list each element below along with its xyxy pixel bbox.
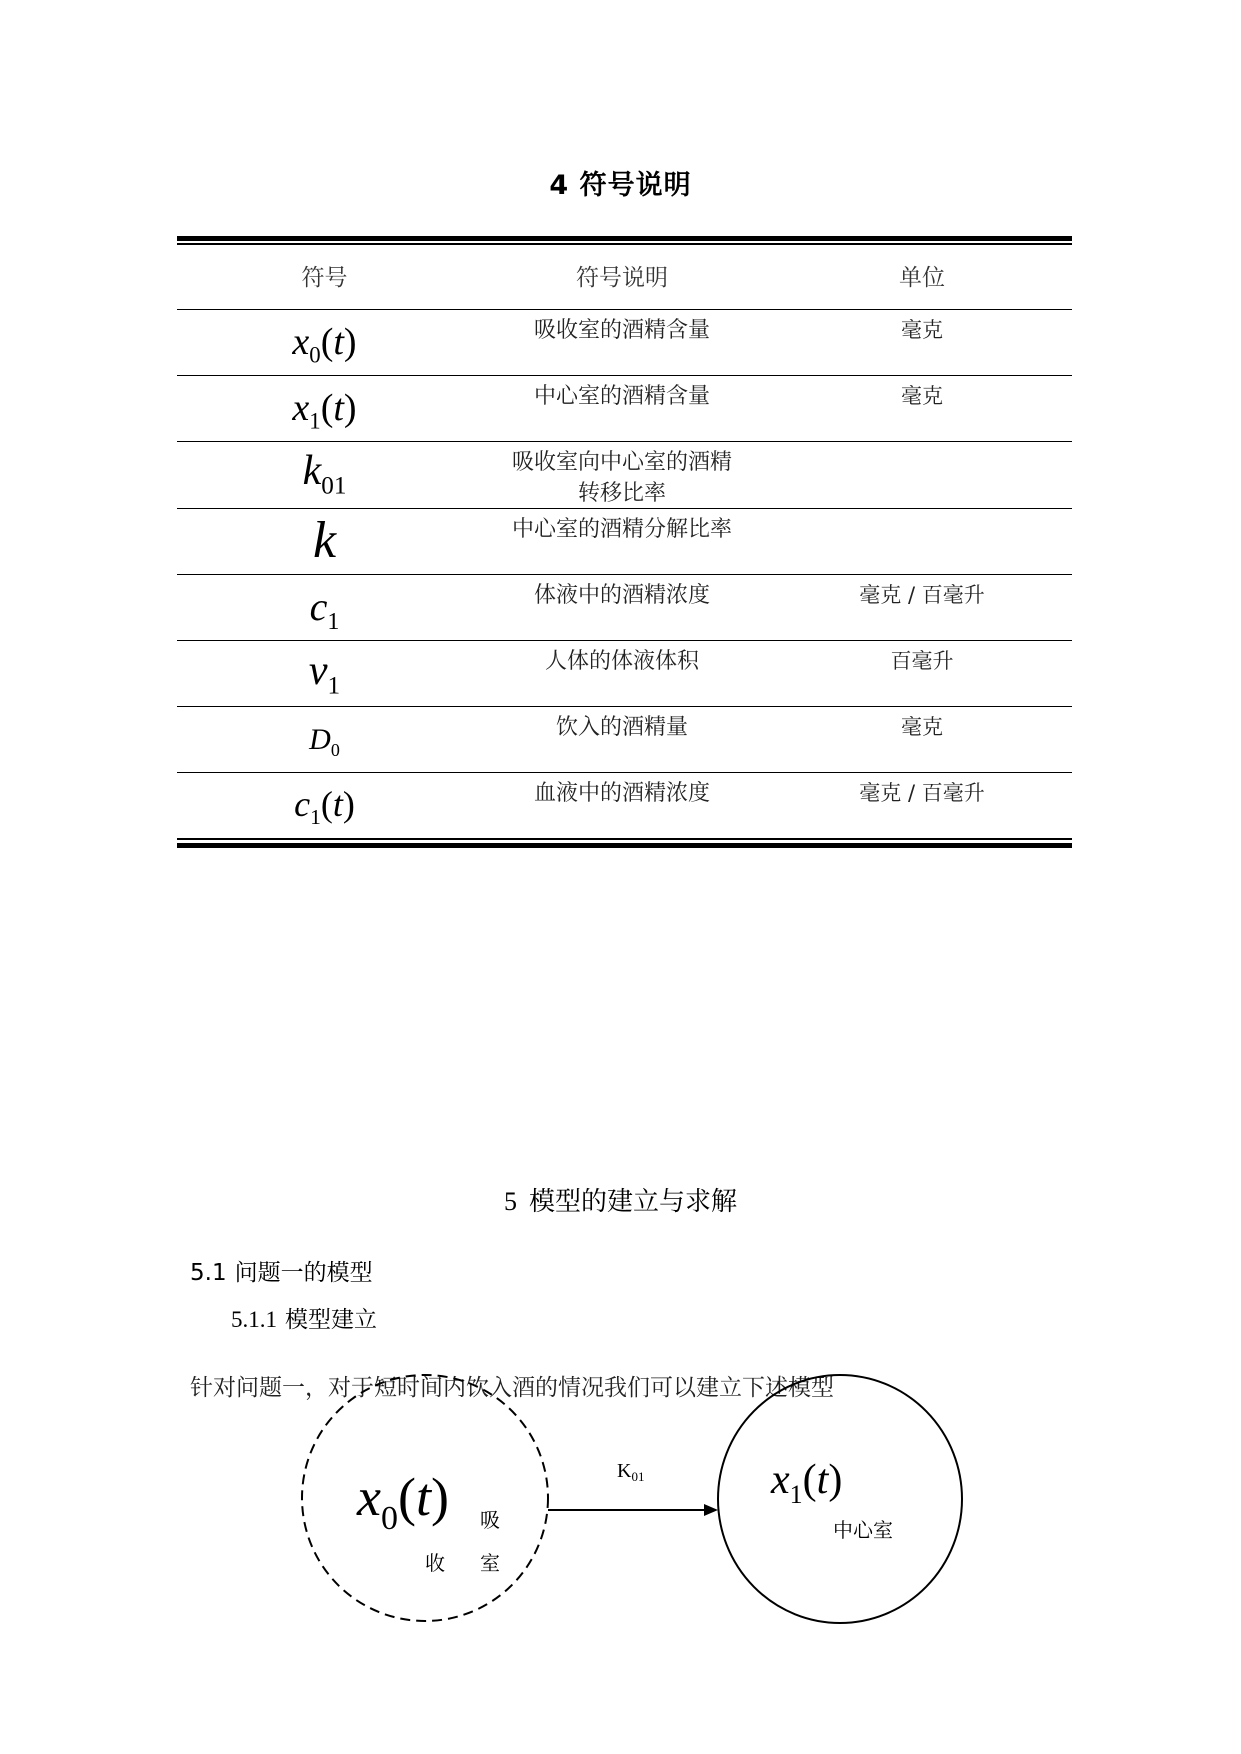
- header-symbol: 符号: [301, 265, 348, 291]
- symbol-description: 体液中的酒精浓度: [533, 583, 710, 608]
- x0t-symbol: $x_0(t)$: [357, 1467, 449, 1537]
- subsection-5-1-1-number: 5.1.1: [231, 1307, 277, 1332]
- symbol-description: 中心室的酒精含量: [533, 384, 710, 409]
- symbol-description: 人体的体液体积: [544, 649, 699, 674]
- section-4-title: 4 符号说明: [549, 170, 692, 201]
- symbol-unit: 毫克: [901, 715, 943, 739]
- symbol-unit: 毫克: [901, 318, 943, 342]
- symbol-x1t: $x_1(t)$: [292, 387, 357, 434]
- section-5-number: 5: [503, 1187, 517, 1216]
- symbol-description: 吸收室的酒精含量: [533, 318, 710, 343]
- symbol-description: 中心室的酒精分解比率: [511, 517, 732, 542]
- symbol-description: 饮入的酒精量: [555, 715, 688, 740]
- subsection-5-1-number: 5.1: [190, 1260, 227, 1286]
- arrow-label-k01: $K_{01}$: [617, 1460, 645, 1484]
- symbol-unit: 百毫升: [890, 649, 954, 673]
- header-description: 符号说明: [576, 265, 668, 291]
- section-5-heading: 模型的建立与求解: [528, 1187, 737, 1217]
- symbol-unit: 毫克 / 百毫升: [859, 583, 985, 607]
- symbol-description: 血液中的酒精浓度: [533, 781, 710, 806]
- symbol-c1t: $c_1(t)$: [294, 784, 355, 830]
- description-line-2: 转移比率: [577, 481, 666, 506]
- subsection-5-1-1-title: 模型建立: [285, 1307, 377, 1333]
- symbol-D0: $D_0$: [309, 723, 340, 760]
- left-node-label-bottom-2: 室: [480, 1551, 500, 1575]
- right-node-label: 中心室: [833, 1518, 893, 1542]
- left-node-label-top: 吸: [480, 1508, 500, 1532]
- description-line-1: 吸收室向中心室的酒精: [511, 450, 732, 475]
- symbol-unit: 毫克: [901, 384, 943, 408]
- transfer-arrowhead: [704, 1504, 718, 1516]
- paragraph: 针对问题一，对于短时间内饮入酒的情况我们可以建立下述模型: [190, 1375, 834, 1401]
- symbol-unit: 毫克 / 百毫升: [859, 781, 985, 805]
- symbol-k: k: [312, 512, 337, 569]
- symbol-k01: $k_{01}$: [302, 448, 347, 500]
- subsection-5-1-title: 问题一的模型: [234, 1260, 373, 1286]
- left-node-label-bottom-1: 收: [425, 1551, 445, 1575]
- symbol-x0t: $x_0(t)$: [292, 321, 357, 368]
- symbol-v1: $v_1$: [308, 648, 341, 700]
- x1t-symbol: $x_1(t)$: [771, 1457, 843, 1509]
- header-unit: 单位: [899, 265, 945, 291]
- symbol-c1: $c_1$: [309, 584, 340, 635]
